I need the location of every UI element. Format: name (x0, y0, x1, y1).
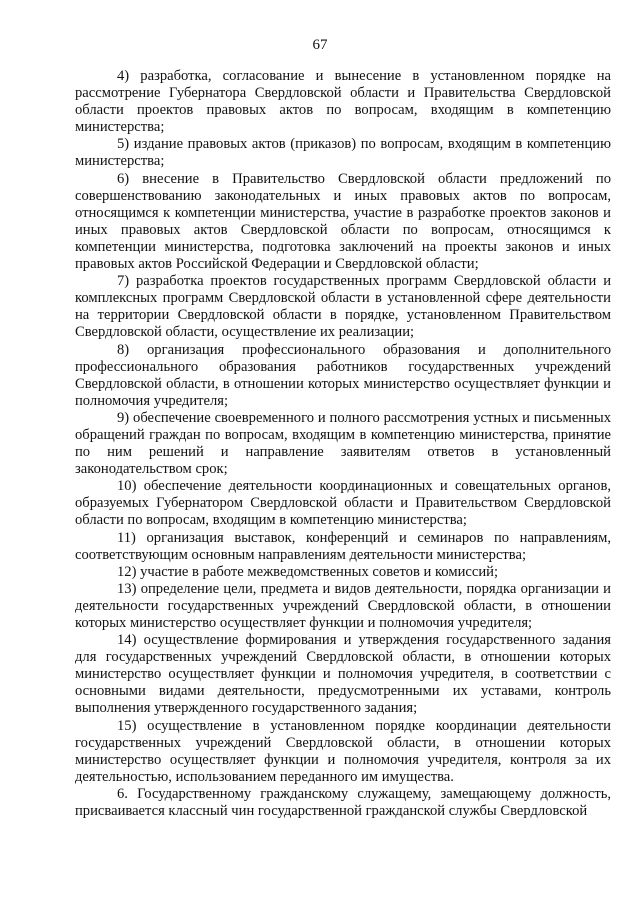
paragraph-item-15: 15) осуществление в установленном порядке координации деятельности государственных учреждений Свердловской области, в отношении которых министерство осуществляет функции и полномочия учредителя, контроля за их деятельностью, использованием переданного им имущества. (75, 717, 611, 785)
paragraph-item-10: 10) обеспечение деятельности координационных и совещательных органов, образуемых Губернатором Свердловской области и Правительством Свердловской области по вопросам, входящим в компетенцию министерства; (75, 478, 611, 529)
paragraph-item-5: 5) издание правовых актов (приказов) по вопросам, входящим в компетенцию министерства; (75, 136, 611, 170)
section-6-paragraph: 6. Государственному гражданскому служащему, замещающему должность, присваивается классный чин государственной гражданской службы Свердловской (75, 785, 611, 820)
page-number: 67 (312, 37, 328, 53)
document-body (75, 68, 611, 820)
paragraph-item-6: 6) внесение в Правительство Свердловской области предложений по совершенствованию законодательных и иных правовых актов по вопросам, относящимся к компетенции министерства, участие в разработке проектов законов и иных правовых актов Свердловской области по вопросам, относящимся к компетенции министерства, подготовка заключений на проекты законов и иных правовых актов Российской Федерации и Свердловской области; (75, 170, 611, 273)
paragraph-item-7: 7) разработка проектов государственных программ Свердловской области и комплексных программ Свердловской области в установленной сфере деятельности на территории Свердловской области в порядке, установленном Правительством Свердловской области, осуществление их реализации; (75, 273, 611, 341)
paragraph-item-9: 9) обеспечение своевременного и полного рассмотрения устных и письменных обращений граждан по вопросам, входящим в компетенцию министерства, принятие по ним решений и направление заявителям ответов в установленный законодательством срок; (75, 409, 611, 478)
paragraph-item-14: 14) осуществление формирования и утверждения государственного задания для государственных учреждений Свердловской области, в отношении которых министерство осуществляет функции и полномочия учредителя, в соответствии с основными видами деятельности, предусмотренными их уставами, контроль выполнения утвержденного государственного задания; (75, 632, 611, 717)
paragraph-item-12: 12) участие в работе межведомственных советов и комиссий; (117, 563, 499, 580)
paragraph-item-4: 4) разработка, согласование и вынесение в установленном порядке на рассмотрение Губернатора Свердловской области и Правительства Свердловской области проектов правовых актов по вопросам, входящим в компетенцию министерства; (75, 68, 611, 136)
paragraph-item-11: 11) организация выставок, конференций и семинаров по направлениям, соответствующим основным направлениям деятельности министерства; (75, 529, 611, 563)
paragraph-item-13: 13) определение цели, предмета и видов деятельности, порядка организации и деятельности государственных учреждений Свердловской области, в отношении которых министерство осуществляет функции и полномочия учредителя; (75, 580, 611, 631)
paragraph-item-8: 8) организация профессионального образования и дополнительного профессионального образования работников государственных учреждений Свердловской области, в отношении которых министерство осуществляет функции и полномочия учредителя; (75, 341, 611, 409)
